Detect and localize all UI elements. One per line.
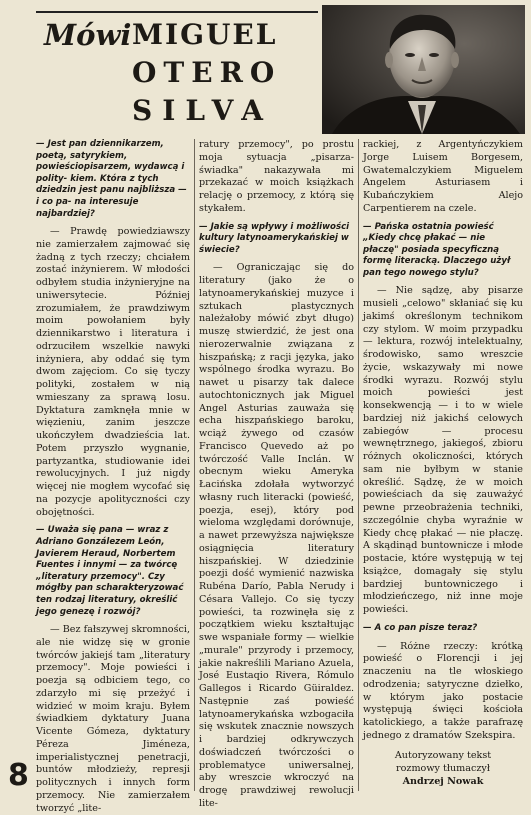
text-column-2 bbox=[199, 139, 354, 811]
question-4: — Pańska ostatnia powieść „Kiedy chcę płakać — nie płaczę" posiada specyficzną formę literacką. Dlaczego użył pan tego nowego stylu? bbox=[363, 221, 511, 278]
column-divider-1 bbox=[194, 139, 195, 791]
author-portrait-photo bbox=[322, 5, 525, 134]
title-name-silva: SILVA bbox=[132, 94, 273, 127]
text-column-3 bbox=[363, 139, 523, 788]
portrait-illustration bbox=[322, 5, 525, 134]
signature-line-1: Autoryzowany tekst bbox=[394, 749, 492, 761]
answer-4: — Nie sądzę, aby pisarze musieli „celowo" skłaniać się ku jakimś określonym technikom czy stylom. W moim przypadku — lektura, rozwój intelektualny, środowisko, samo wreszcie życie, wskazywały mi nowe środki wyrazu. Rozwój stylu moich powieści jest konsekwencją — i to w wiele bardziej niż jakichś celowych zabiegów — procesu wewnętrznego, jakiegoś, zbioru różnych okoliczności, których sam nie byłbym w stanie określić. Sądzę, że w moich powieściach da się zauważyć pewne przeobrażenia techniki, szczególnie chyba wyraźnie w Kiedy chcę płakać — nie płaczę. A skądinąd buntownicze i młode postacie, które występują w tej książce, domagały się stylu bardziej buntowniczego i młodzieńczego, niż inne moje powieści. bbox=[363, 285, 523, 616]
answer-5: — Różne rzeczy: krótką powieść o Florencji i jej znaczeniu na tle włoskiego odrodzenia; satyryczne dziełko, w którym jako postacie występują święci kościoła katolickiego, a także parafrazę jednego z dramatów Szekspira. bbox=[363, 640, 523, 741]
translator-name: Andrzej Nowak bbox=[402, 775, 484, 787]
question-2: — Uważa się pana — wraz z Adriano Gonzálezem León, Javierem Heraud, Norbertem Fuentes i innymi — za twórcę „literatury przemocy". Czy mógłby pan scharakteryzować ten rodzaj literatury, określić jego genezę i rozwój? bbox=[36, 525, 184, 617]
text-column-1 bbox=[36, 139, 190, 815]
header-rule bbox=[36, 11, 318, 13]
answer-2-continued: ratury przemocy", po prostu moja sytuacja „pisarza-świadka" nakazywała mi przekazać w moich książkach relację o przemocy, z którą się stykałem. bbox=[199, 139, 354, 214]
translator-signature bbox=[363, 749, 523, 788]
article-title bbox=[40, 16, 310, 134]
question-5: — A co pan pisze teraz? bbox=[363, 622, 478, 633]
answer-1: — Prawdę powiedziawszy nie zamierzałem zajmować się żadną z tych rzeczy; chciałem zostać inżynierem. W młodości odbyłem studia inżynieryjne na uniwersytecie. Później zrozumiałem, że prawdziwym moim powołaniem były dziennikarstwo i literatura i odrzuciłem wszelkie nawyki inżyniera, aby oddać się tym dwom zajęciom. Co się tyczy polityki, zostałem w nią wmieszany za sprawą losu. Dyktatura zamknęła mnie w więzieniu, zanim jeszcze ukończyłem dwadzieścia lat. Potem przyszło wygnanie, partyzantka, studiowanie idei rewolucyjnych. I już nigdy więcej nie mogłem wycofać się na pozycje apolityczności czy obojętności. bbox=[36, 226, 190, 518]
title-name-otero: OTERO bbox=[132, 56, 282, 89]
question-1: — Jest pan dziennikarzem, poetą, satyrykiem, powieściopisarzem, wydawcą i polity- kiem. Która z tych dziedzin jest panu najbliższa — i co pa- na interesuje najbardziej? bbox=[36, 139, 187, 219]
title-mowi: Mówi bbox=[44, 18, 132, 52]
answer-3-continued: rackiej, z Argentyńczykiem Jorge Luisem Borgesem, Gwatemalczykiem Miguelem Angelem Asturiasem i Kubańczykiem Alejo Carpentierem na czele. bbox=[363, 139, 523, 214]
answer-3: — Ograniczając się do literatury (jako że o latynoamerykańskiej muzyce i sztukach plastycznych należałoby mówić zbyt długo) muszę stwierdzić, że jest ona nierozerwalnie związana z hiszpańską; z racji języka, jako wspólnego środka wyrazu. Bo nawet u pisarzy tak dalece autochtonicznych jak Miguel Angel Asturias zauważa się echa hiszpańskiego baroku, wciąż żywego od czasów Francisco Quevedo aż po twórczość Valle Inclán. W obecnym wieku Ameryka Łacińska zdołała wytworzyć własny ruch literacki (powieść, poezja, esej), który pod wieloma względami dorównuje, a nawet przewyższa największe osiągnięcia literatury hiszpańskiej. W dziedzinie poezji dość wymienić nazwiska Rubéna Darío, Pabla Nerudy i Césara Vallejo. Co się tyczy powieści, ta rozwinęła się z początkiem wieku kształtując swe wspaniałe formy — wielkie „murale" przyrody i przemocy, jakie nakreślili Mariano Azuela, José Eustaqio Rivera, Rómulo Gallegos i Ricardo Güiraldez. Następnie zaś powieść latynoamerykańska wzbogaciła się wskutek znacznie nowszych i bardziej odkrywczych doświadczeń twórczości o problematyce uniwersalnej, aby wreszcie wkroczyć na drogę prawdziwej rewolucji lite- bbox=[199, 262, 354, 809]
title-name-miguel: MIGUEL bbox=[132, 18, 278, 51]
page-number: 8 bbox=[8, 758, 29, 793]
question-3: — Jakie są wpływy i możliwości kultury latynoamerykańskiej w świecie? bbox=[199, 221, 350, 255]
answer-2: — Bez fałszywej skromności, ale nie widzę się w gronie twórców jakiejś tam „literatury przemocy". Moje powieści i poezja są odbiciem tego, co zdarzyło mi się przeżyć i widzieć w moim kraju. Byłem świadkiem dyktatury Juana Vicente Gómeza, dyktatury Péreza Jiméneza, imperialistycznej penetracji, buntów młodzieży, represji politycznych i innych form przemocy. Nie zamierzałem tworzyć „lite- bbox=[36, 624, 190, 814]
signature-line-2: rozmowy tłumaczył bbox=[396, 762, 490, 774]
column-divider-2 bbox=[358, 139, 359, 791]
